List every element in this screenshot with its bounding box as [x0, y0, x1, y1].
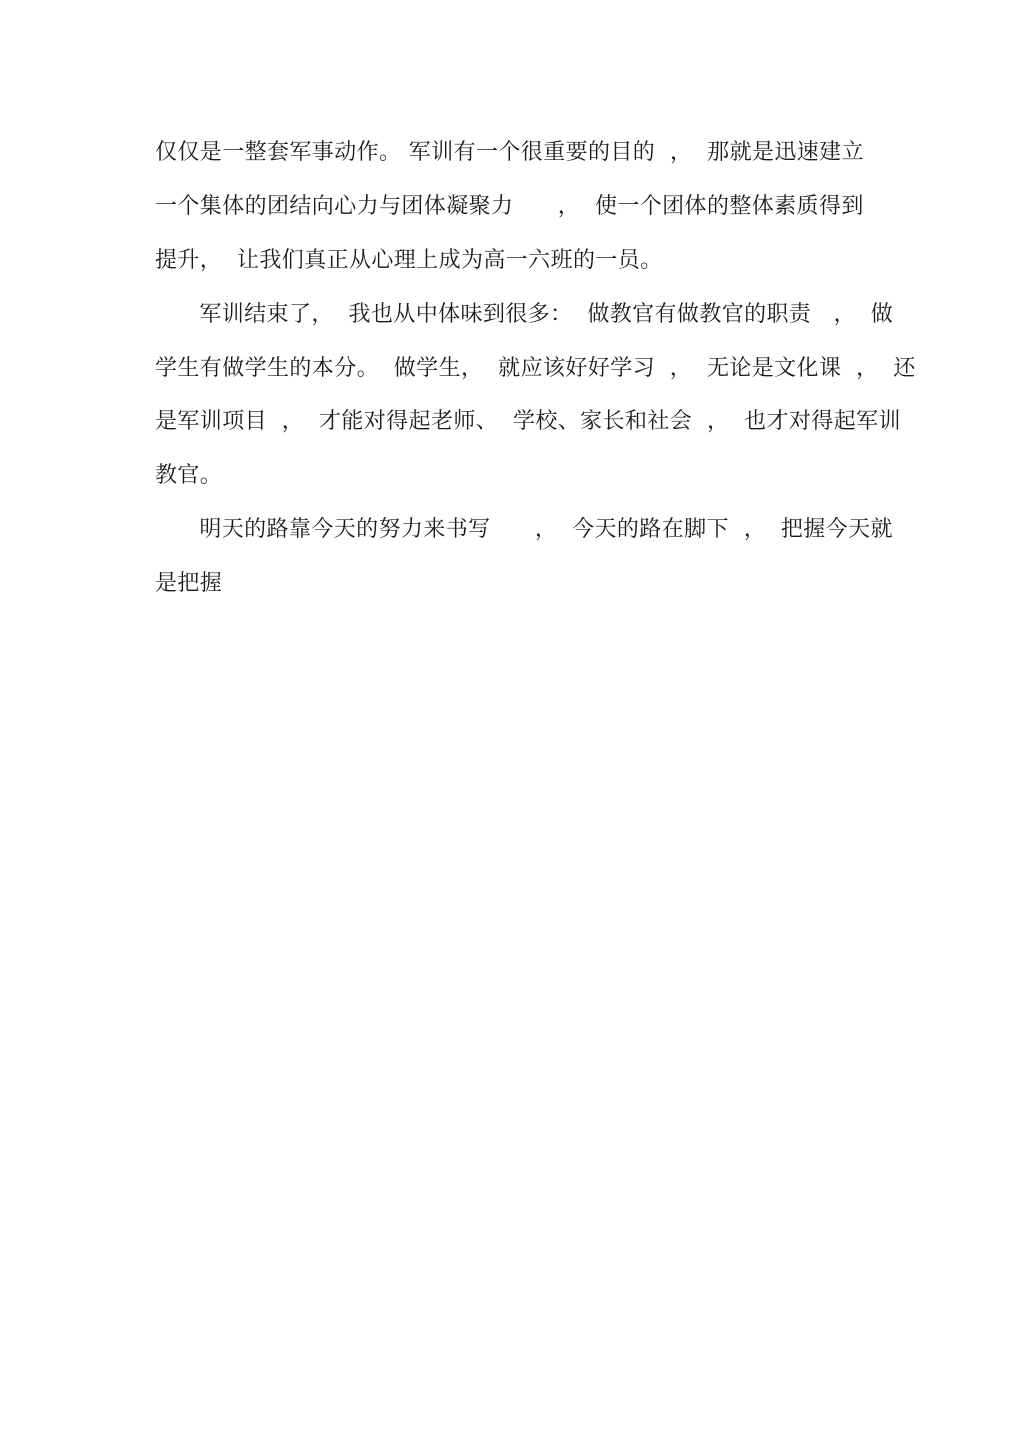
text-line: 提升， 让我们真正从心理上成为高一六班的一员。 — [155, 248, 663, 273]
text-line: 明天的路靠今天的努力来书写 ， 今天的路在脚下 ， 把握今天就 — [155, 517, 893, 542]
text-line: 教官。 — [155, 463, 223, 488]
text-line: 军训结束了， 我也从中体味到很多： 做教官有做教官的职责 ， 做 — [155, 302, 894, 327]
text-line: 一个集体的团结向心力与团体凝聚力 ， 使一个团体的整体素质得到 — [155, 194, 864, 219]
text-line: 是把握 — [155, 571, 223, 596]
text-line: 是军训项目 ， 才能对得起老师、 学校、家长和社会 ， 也才对得起军训 — [155, 409, 901, 434]
text-line: 学生有做学生的本分。 做学生， 就应该好好学习 ， 无论是文化课 ， 还 — [155, 356, 916, 381]
text-line: 仅仅是一整套军事动作。 军训有一个很重要的目的 ， 那就是迅速建立 — [155, 140, 864, 165]
